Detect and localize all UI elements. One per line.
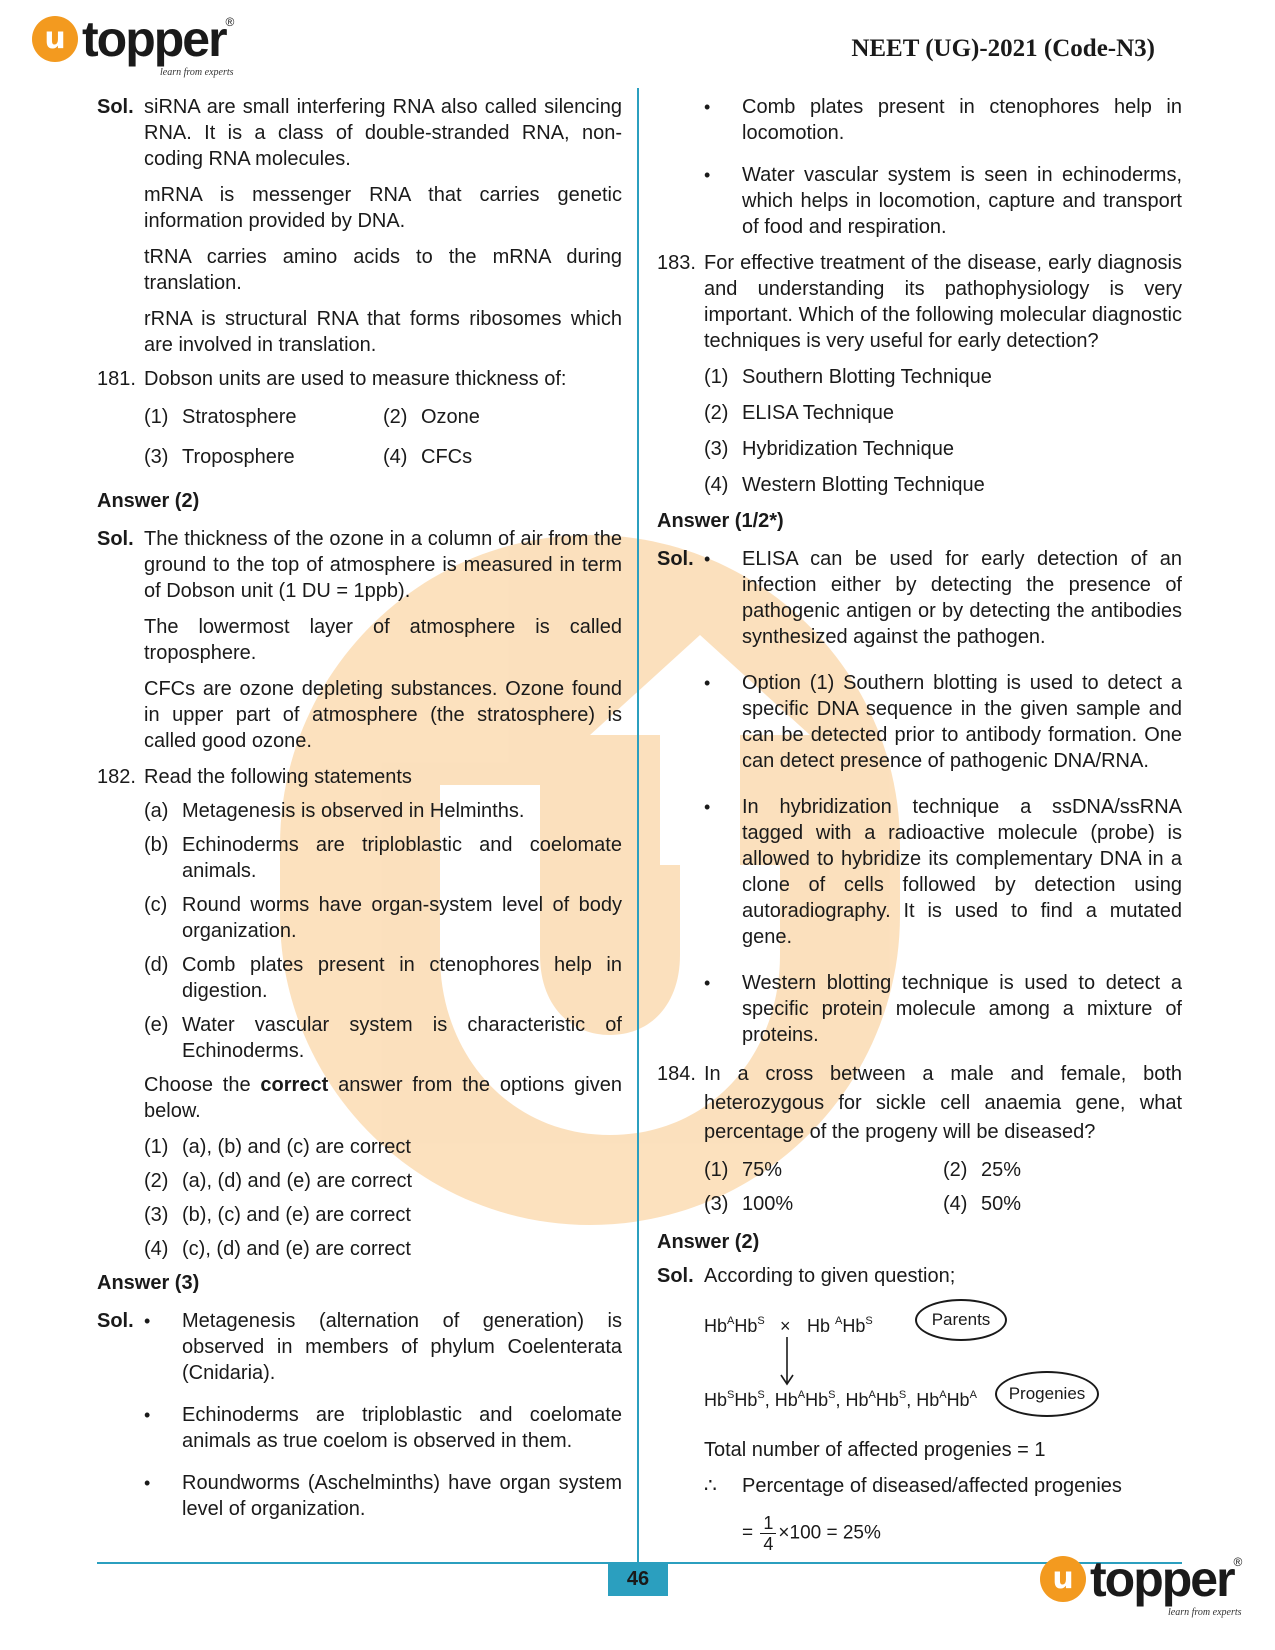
bullet-text: Option (1) Southern blotting is used to detect a specific DNA sequence in the given sample and can be detected prior to antibody formation. One can detect presence of pathogenic DNA/RNA.: [742, 672, 1182, 772]
statement-text: Round worms have organ-system level of body organization.: [182, 894, 622, 942]
answer-183: Answer (1/2*): [657, 510, 784, 532]
options-181: [97, 404, 622, 484]
option-label: (2): [144, 1170, 169, 1192]
option-label: (2): [383, 406, 408, 428]
option: [97, 1236, 622, 1262]
equation-result: ×100 = 25%: [778, 1522, 881, 1544]
option: [97, 1168, 622, 1194]
parent-1-genotype: $Hb^AHb^S$: [704, 1315, 765, 1336]
bullet-icon: •: [704, 973, 711, 993]
choose-bold: correct: [260, 1074, 329, 1096]
bullet-icon: •: [704, 165, 711, 185]
bullet-text: Echinoderms are triploblastic and coelomate animals as true coelom is observed in them.: [182, 1404, 622, 1452]
right-column: [657, 94, 1182, 1554]
option-text: Ozone: [421, 406, 480, 428]
option-text: 100%: [742, 1193, 794, 1215]
bullet-text: Comb plates present in ctenophores help in locomotion.: [742, 96, 1182, 144]
column-divider: [637, 88, 639, 1586]
bullet-text: Western blotting technique is used to detect a specific protein molecule among a mixture of proteins.: [742, 972, 1182, 1046]
sol-label: Sol.: [97, 1310, 134, 1332]
logo-tagline: learn from experts: [160, 67, 234, 78]
option-label: (3): [144, 1204, 169, 1226]
bullet-text: Metagenesis (alternation of generation) is observed in members of phylum Coelenterata (Cnidaria).: [182, 1310, 622, 1384]
choose-post: answer from the options given below.: [144, 1074, 622, 1122]
equals-sign: =: [742, 1522, 754, 1544]
logo-registered-mark: ®: [1233, 1555, 1243, 1569]
topper-logo: [32, 11, 235, 78]
option: [943, 1157, 1182, 1183]
sol-label: Sol.: [657, 548, 694, 570]
option-label: (4): [704, 474, 729, 496]
sol-label: Sol.: [657, 1265, 694, 1287]
exam-title: NEET (UG)-2021 (Code-N3): [851, 35, 1155, 62]
option: [144, 404, 383, 430]
sol-bullet: [704, 94, 1182, 146]
percentage-equation: [657, 1513, 1182, 1554]
bullet-text: Water vascular system is seen in echinoderms, which helps in locomotion, capture and transport of food and respiration.: [742, 164, 1182, 238]
fraction-denominator: 4: [763, 1534, 774, 1554]
option-label: (3): [144, 446, 169, 468]
option: [97, 1134, 622, 1160]
question-text: Dobson units are used to measure thickness of:: [144, 368, 567, 390]
answer-181: Answer (2): [97, 490, 200, 512]
logo-text: topper: [1090, 1551, 1234, 1607]
bullet-icon: •: [144, 1405, 151, 1425]
question-text: In a cross between a male and female, both heterozygous for sickle cell anaemia gene, what percentage of the progeny will be diseased?: [704, 1063, 1182, 1143]
statement: [97, 1012, 622, 1064]
option-text: ELISA Technique: [742, 402, 894, 424]
solution-184: [657, 1263, 1182, 1289]
option: [704, 1191, 943, 1217]
option-label: (2): [704, 402, 729, 424]
solution-180: [97, 94, 622, 172]
bullet-icon: •: [704, 797, 711, 817]
option-text: CFCs: [421, 446, 473, 468]
sol-label: Sol.: [97, 528, 134, 550]
statement: [97, 952, 622, 1004]
solution-181: [97, 526, 622, 604]
logo-registered-mark: ®: [225, 15, 235, 29]
sol-bullet: [144, 1402, 622, 1454]
bullet-text: ELISA can be used for early detection of an infection either by detecting the presence of pathogenic antigen or by detecting the antibodies synthesized against the pathogen.: [742, 548, 1182, 648]
option-text: (a), (b) and (c) are correct: [182, 1136, 411, 1158]
question-text: For effective treatment of the disease, early diagnosis and understanding its pathophysiology is very important. Which of the following molecular diagnostic techniques is very useful for early detection?: [704, 252, 1182, 352]
fraction: [760, 1513, 776, 1554]
option-label: (4): [943, 1193, 968, 1215]
progeny-genotypes: $Hb^SHb^S$, $Hb^AHb^S$, $Hb^AHb^S$, $Hb^AHb^A$: [704, 1389, 977, 1410]
arrow-down-icon: [777, 1337, 797, 1387]
answer-184: Answer (2): [657, 1231, 760, 1253]
question-184: [657, 1060, 1182, 1147]
option-text: 25%: [981, 1159, 1022, 1181]
parent-2-genotype: Hb $^AHb^S$: [807, 1315, 873, 1336]
sol-label: Sol.: [97, 96, 134, 118]
bullet-icon: •: [704, 549, 711, 569]
answer-182: Answer (3): [97, 1272, 200, 1294]
page-number: 46: [608, 1562, 668, 1596]
option-label: (4): [144, 1238, 169, 1260]
option: [704, 1157, 943, 1183]
option-label: (1): [704, 1159, 729, 1181]
option: [383, 404, 622, 430]
question-183: [657, 250, 1182, 354]
question-182: [97, 764, 622, 790]
sol-bullet: [144, 1308, 622, 1386]
option-label: (4): [383, 446, 408, 468]
sol-paragraph: CFCs are ozone depleting substances. Ozone found in upper part of atmosphere (the stratosphere) is called good ozone.: [144, 678, 622, 752]
statement: [97, 892, 622, 944]
choose-instruction: [97, 1072, 622, 1124]
bullet-icon: •: [704, 97, 711, 117]
option-label: (1): [704, 366, 729, 388]
option-text: (a), (d) and (e) are correct: [182, 1170, 413, 1192]
therefore-symbol: ∴: [704, 1475, 717, 1497]
progenies-label: Progenies: [995, 1371, 1099, 1417]
sol-bullet: [144, 1470, 622, 1522]
option: [657, 364, 1182, 390]
option-text: Hybridization Technique: [742, 438, 954, 460]
sol-paragraph: rRNA is structural RNA that forms ribosomes which are involved in translation.: [144, 308, 622, 356]
logo-tagline: learn from experts: [1168, 1607, 1242, 1618]
option-text: (b), (c) and (e) are correct: [182, 1204, 411, 1226]
bullet-text: Roundworms (Aschelminths) have organ system level of organization.: [182, 1472, 622, 1520]
sol-bullet: [704, 670, 1182, 774]
statement-label: (d): [144, 954, 169, 976]
cross-symbol: ×: [780, 1316, 791, 1336]
statement: [97, 798, 622, 824]
option-text: Troposphere: [182, 446, 295, 468]
option-label: (3): [704, 438, 729, 460]
option-text: Stratosphere: [182, 406, 297, 428]
option-label: (1): [144, 406, 169, 428]
sol-paragraph: The lowermost layer of atmosphere is called troposphere.: [144, 616, 622, 664]
logo-text: topper: [82, 11, 226, 67]
option: [657, 400, 1182, 426]
sol-paragraph: The thickness of the ozone in a column of air from the ground to the top of atmosphere is measured in term of Dobson unit (1 DU = 1ppb).: [144, 528, 622, 602]
option: [657, 436, 1182, 462]
question-number: 181.: [97, 368, 136, 390]
topper-logo-footer: [1040, 1551, 1243, 1618]
option: [943, 1191, 1182, 1217]
sol-bullet: [704, 970, 1182, 1048]
parents-label: Parents: [915, 1299, 1007, 1341]
option-text: 50%: [981, 1193, 1022, 1215]
percentage-text: Percentage of diseased/affected progenies: [742, 1475, 1122, 1497]
statement: [97, 832, 622, 884]
genetic-cross-diagram: [657, 1299, 1182, 1429]
option-text: (c), (d) and (e) are correct: [182, 1238, 411, 1260]
option: [97, 1202, 622, 1228]
bullet-icon: •: [144, 1311, 151, 1331]
question-181: [97, 366, 622, 392]
option: [144, 444, 383, 470]
sol-bullet: [704, 546, 1182, 650]
sol-paragraph: tRNA carries amino acids to the mRNA during translation.: [144, 246, 622, 294]
option: [383, 444, 622, 470]
sol-intro: According to given question;: [704, 1265, 956, 1287]
statement-label: (a): [144, 800, 169, 822]
solution-182-continued: [657, 94, 1182, 240]
option-text: Southern Blotting Technique: [742, 366, 992, 388]
options-184: [657, 1157, 1182, 1225]
option-label: (3): [704, 1193, 729, 1215]
statement-label: (b): [144, 834, 169, 856]
statement-text: Comb plates present in ctenophores help in digestion.: [182, 954, 622, 1002]
bullet-icon: •: [144, 1473, 151, 1493]
option: [657, 472, 1182, 498]
option-label: (2): [943, 1159, 968, 1181]
statement-text: Echinoderms are triploblastic and coelomate animals.: [182, 834, 622, 882]
question-number: 183.: [657, 252, 696, 274]
statement-text: Metagenesis is observed in Helminths.: [182, 800, 525, 822]
question-number: 184.: [657, 1063, 696, 1085]
logo-badge-icon: u: [1040, 1556, 1086, 1602]
solution-183: [657, 546, 1182, 1060]
statement-text: Water vascular system is characteristic of Echinoderms.: [182, 1014, 622, 1062]
sol-bullet: [704, 794, 1182, 950]
option-label: (1): [144, 1136, 169, 1158]
percentage-line: [657, 1473, 1182, 1499]
sol-paragraph: siRNA are small interfering RNA also called silencing RNA. It is a class of double-stranded RNA, non-coding RNA molecules.: [144, 96, 622, 170]
bullet-text: In hybridization technique a ssDNA/ssRNA tagged with a radioactive molecule (probe) is allowed to hybridize its complementary DNA in a clone of cells followed by detection using autoradiography. It is used to find a mutated gene.: [742, 796, 1182, 948]
statement-label: (e): [144, 1014, 169, 1036]
bullet-icon: •: [704, 673, 711, 693]
solution-182: [97, 1308, 622, 1538]
statement-label: (c): [144, 894, 168, 916]
sol-paragraph: mRNA is messenger RNA that carries genetic information provided by DNA.: [144, 184, 622, 232]
choose-pre: Choose the: [144, 1074, 261, 1096]
logo-badge-icon: u: [32, 16, 78, 62]
fraction-numerator: 1: [760, 1513, 776, 1534]
total-affected: Total number of affected progenies = 1: [704, 1439, 1046, 1461]
question-text: Read the following statements: [144, 766, 412, 788]
option-text: Western Blotting Technique: [742, 474, 985, 496]
sol-bullet: [704, 162, 1182, 240]
left-column: [97, 94, 622, 1538]
option-text: 75%: [742, 1159, 783, 1181]
question-number: 182.: [97, 766, 136, 788]
